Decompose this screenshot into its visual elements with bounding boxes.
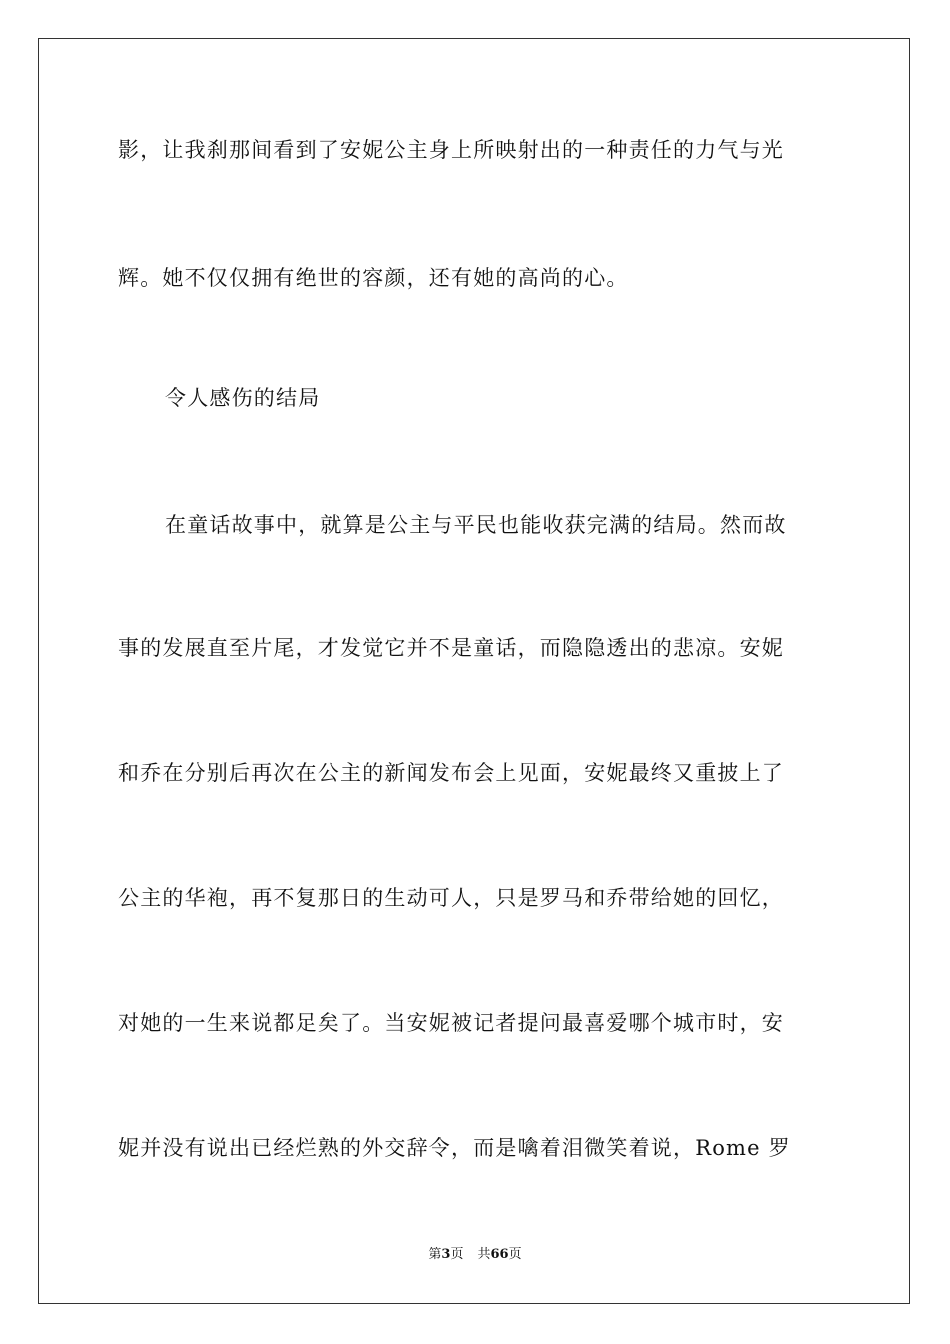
footer-total-suffix: 页: [508, 1247, 522, 1262]
footer-page-number: 3: [441, 1247, 451, 1262]
body-text-line: 事的发展直至片尾，才发觉它并不是童话，而隐隐透出的悲凉。安妮: [118, 636, 784, 660]
section-heading: 令人感伤的结局: [165, 386, 321, 410]
body-text-line: 对她的一生来说都足矣了。当安妮被记者提问最喜爱哪个城市时，安: [118, 1011, 784, 1035]
footer-page-prefix: 第: [428, 1247, 442, 1262]
page-border: [38, 38, 910, 1304]
page-footer: [0, 1246, 950, 1264]
body-text-line: 和乔在分别后再次在公主的新闻发布会上见面，安妮最终又重披上了: [118, 761, 784, 785]
body-text-line: 妮并没有说出已经烂熟的外交辞令，而是噙着泪微笑着说，Rome 罗: [118, 1136, 791, 1160]
body-text-line: 公主的华袍，再不复那日的生动可人，只是罗马和乔带给她的回忆，: [118, 886, 784, 910]
body-text-line: 在童话故事中，就算是公主与平民也能收获完满的结局。然而故: [165, 513, 787, 537]
footer-total-pages: 66: [490, 1247, 509, 1262]
footer-page-suffix: 页: [450, 1247, 464, 1262]
footer-total-prefix: 共: [477, 1247, 491, 1262]
body-text-line: 辉。她不仅仅拥有绝世的容颜，还有她的高尚的心。: [118, 266, 629, 290]
body-text-line: 影，让我刹那间看到了安妮公主身上所映射出的一种责任的力气与光: [118, 138, 784, 162]
